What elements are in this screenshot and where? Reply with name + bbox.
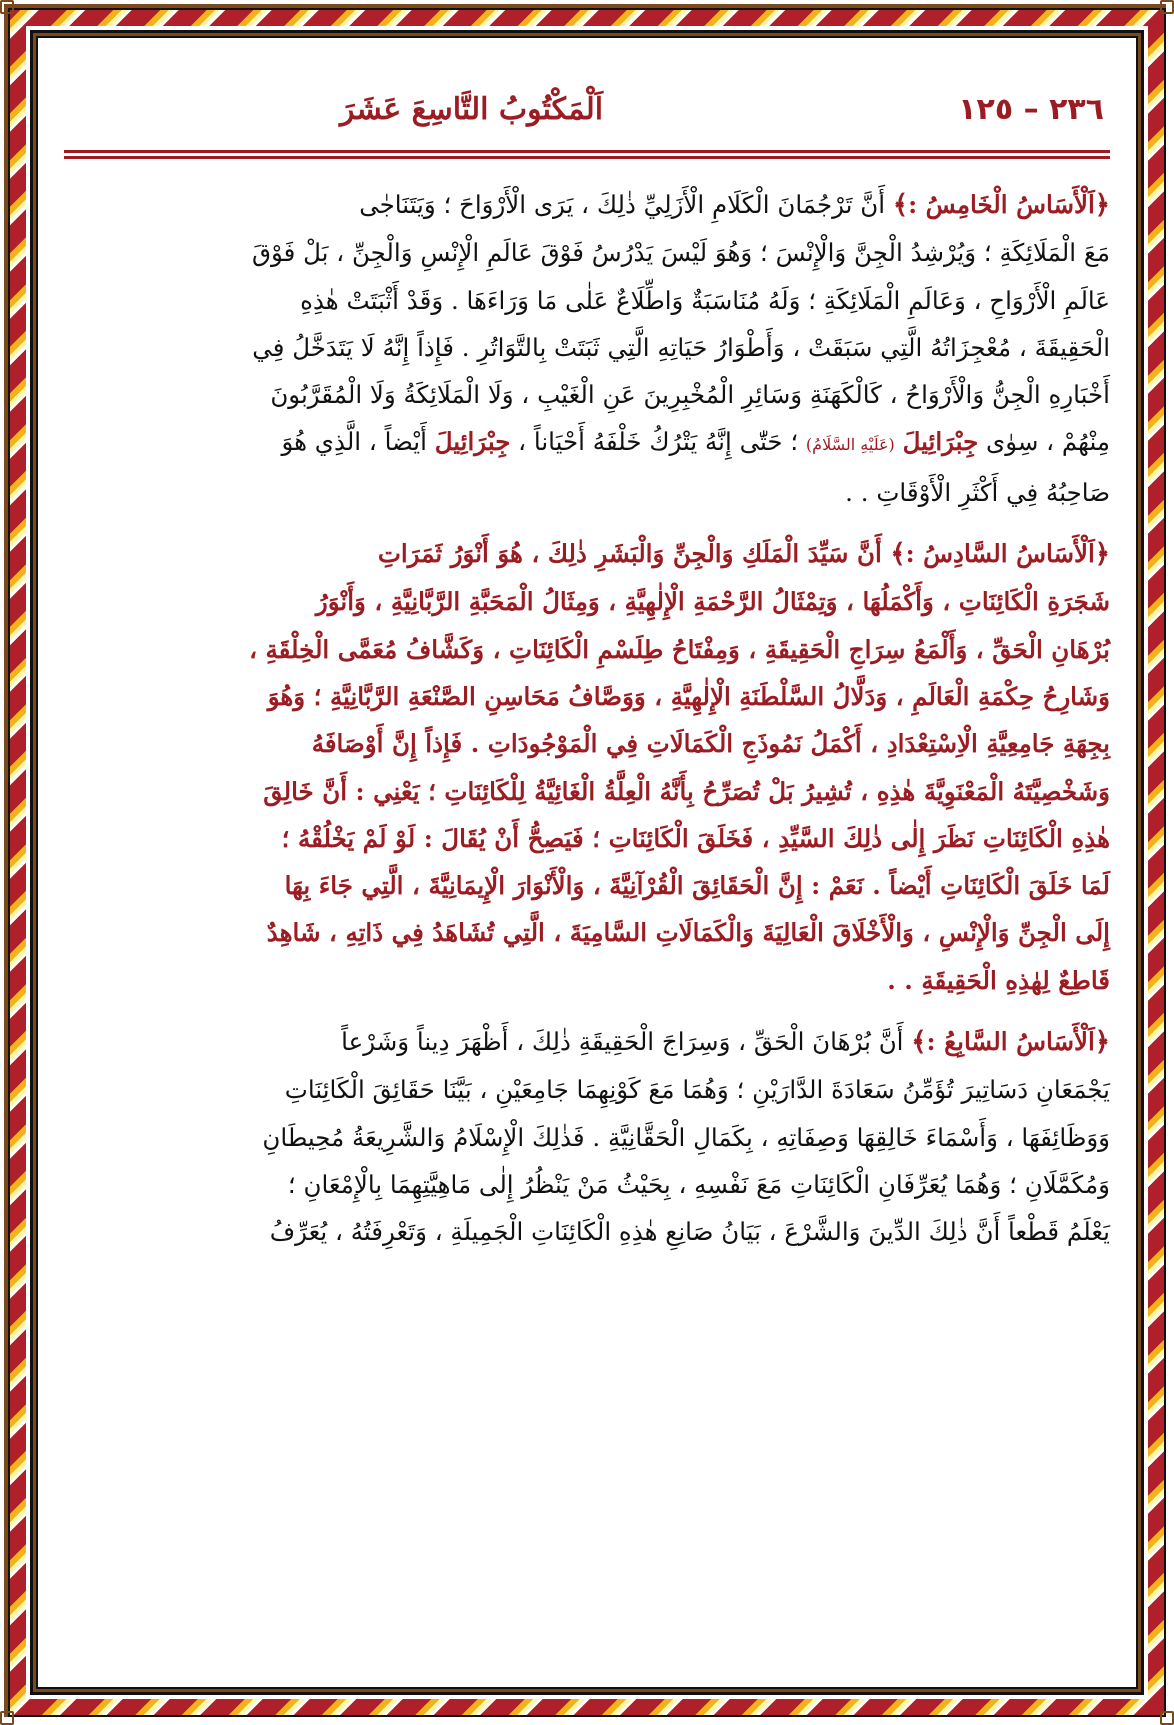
text-line: بُرْهَانِ الْحَقِّ ، وَأَلْمَعُ سِرَاجِ الْحَقِيقَةِ ، وَمِفْتَاحُ طِلَسْمِ الْكَائِنَاتِ ، وَكَشَّافُ مُعَمَّى الْخِلْقَةِ ، [249, 634, 1110, 664]
name-jibril: جِبْرَائِيلَ [902, 427, 979, 457]
header-rule-secondary [64, 156, 1110, 159]
text-line: شَجَرَةِ الْكَائِنَاتِ ، وَأَكْمَلُهَا ، وَتِمْثَالُ الرَّحْمَةِ الْإِلٰهِيَّةِ ، وَمِثَالُ الْمَحَبَّةِ الرَّبَّانِيَّةِ ، وَأَنْوَرُ [315, 587, 1110, 617]
line-text: أَنَّ سَيِّدَ الْمَلَكِ وَالْجِنِّ وَالْبَشَرِ ذٰلِكَ ، هُوَ أَنْوَرُ ثَمَرَاتِ [377, 539, 882, 569]
text-line: بِجِهَةِ جَامِعِيَّةِ الْاِسْتِعْدَادِ ، أَكْمَلُ نَمُوذَجِ الْكَمَالَاتِ فِي الْمَوْجُودَاتِ . فَإِذاً إِنَّ أَوْصَافَهُ [311, 729, 1110, 759]
page-range: ٢٣٦ – ١٢٥ [958, 91, 1104, 127]
ornament-close-icon: ﴾ [911, 1027, 927, 1058]
letter-title: اَلْمَكْتُوبُ التَّاسِعَ عَشَرَ [340, 91, 604, 127]
text-line [64, 181, 1110, 229]
text-line: يَجْمَعَانِ دَسَاتِيرَ تُؤَمِّنُ سَعَادَةَ الدَّارَيْنِ ؛ وَهُمَا مَعَ كَوْنِهِمَا جَامِعَيْنِ ، بَيَّنَا حَقَائِقَ الْكَائِنَاتِ [284, 1075, 1110, 1105]
text-line [64, 418, 1110, 468]
section-sixth-basis [64, 530, 1110, 1004]
text-line: عَالَمِ الْأَرْوَاحِ ، وَعَالَمِ الْمَلَائِكَةِ ؛ وَلَهُ مُنَاسَبَةٌ وَاطِّلَاعٌ عَلٰى مَا وَرَاءَهَا . وَقَدْ أَثْبَتَتْ هٰذِهِ [300, 285, 1110, 315]
text-line: إِلَى الْجِنِّ وَالْإِنْسِ ، وَالْأَخْلَاقَ الْعَالِيَةَ وَالْكَمَالَاتِ السَّامِيَةَ ، الَّتِي تُشَاهَدُ فِي ذَاتِهِ ، شَاهِدٌ [266, 918, 1110, 948]
line-text: أَيْضاً ، الَّذِي هُوَ [281, 427, 427, 457]
text-content [64, 181, 1110, 1256]
section-fifth-basis [64, 181, 1110, 516]
salutation-glyph: (عَلَيْهِ السَّلَامُ) [805, 435, 895, 455]
header-rule [64, 150, 1110, 153]
text-line: قَاطِعٌ لِهٰذِهِ الْحَقِيقَةِ . . [887, 965, 1110, 995]
text-line: يَعْلَمُ قَطْعاً أَنَّ ذٰلِكَ الدِّينَ وَالشَّرْعَ ، بَيَانُ صَانِعِ هٰذِهِ الْكَائِنَاتِ الْجَمِيلَةِ ، وَتَعْرِفَتُهُ ، يُعَرِّفُ [269, 1217, 1110, 1247]
section-heading: اَلْأَسَاسُ السَّابِعُ : [926, 1027, 1095, 1057]
ornament-open-icon: ﴿ [1094, 539, 1110, 570]
text-line [64, 1018, 1110, 1066]
ornament-open-icon: ﴿ [1094, 190, 1110, 220]
section-seventh-basis [64, 1018, 1110, 1255]
page-body [64, 70, 1110, 1655]
text-line: وَمُكَمَّلَانِ ؛ وَهُمَا يُعَرِّفَانِ الْكَائِنَاتِ مَعَ نَفْسِهِ ، بِحَيْثُ مَنْ يَنْظُرُ إِلٰى مَاهِيَّتِهِمَا بِالْإِمْعَانِ ؛ [287, 1169, 1110, 1199]
ornament-close-icon: ﴾ [890, 539, 906, 570]
text-line: الْحَقِيقَةَ ، مُعْجِزَاتُهُ الَّتِي سَبَقَتْ ، وَأَطْوَارُ حَيَاتِهِ الَّتِي ثَبَتَتْ بِالتَّوَاتُرِ . فَإِذاً إِنَّهُ لَا يَتَدَخَّلُ فِي [252, 332, 1110, 362]
ornament-close-icon: ﴾ [892, 190, 909, 220]
line-text: أَنَّ بُرْهَانَ الْحَقِّ ، وَسِرَاجَ الْحَقِيقَةِ ذٰلِكَ ، أَظْهَرَ دِيناً وَشَرْعاً [341, 1027, 904, 1057]
corner-ornament-bottom-right [1160, 1711, 1174, 1725]
text-line: لَمَا خَلَقَ الْكَائِنَاتِ أَيْضاً . نَعَمْ : إِنَّ الْحَقَائِقَ الْقُرْآنِيَّةَ ، وَالْأَنْوَارَ الْإِيمَانِيَّةَ ، الَّتِي جَاءَ بِهَا [284, 871, 1110, 901]
name-jibril: جِبْرَائِيلَ [434, 427, 511, 457]
text-line: أَخْبَارِهِ الْجِنُّ وَالْأَرْوَاحُ ، كَالْكَهَنَةِ وَسَائِرِ الْمُخْبِرِينَ عَنِ الْغَيْبِ ، وَلَا الْمَلَائِكَةُ وَلَا الْمُقَرَّبُونَ [270, 380, 1110, 410]
section-heading: اَلْأَسَاسُ الْخَامِسُ : [908, 190, 1095, 219]
text-line: وَشَخْصِيَّتَهُ الْمَعْنَوِيَّةَ هٰذِهِ ، تُشِيرُ بَلْ تُصَرِّحُ بِأَنَّهُ الْعِلَّةُ الْغَائِيَّةُ لِلْكَائِنَاتِ ؛ يَعْنِي : أَنَّ خَالِقَ [263, 776, 1110, 806]
page-header [64, 70, 1110, 148]
text-line: هٰذِهِ الْكَائِنَاتِ نَظَرَ إِلٰى ذٰلِكَ السَّيِّدِ ، فَخَلَقَ الْكَائِنَاتِ ؛ فَيَصِحُّ أَنْ يُقَالَ : لَوْ لَمْ يَخْلُقْهُ ؛ [281, 823, 1110, 853]
line-text: أَنَّ تَرْجُمَانَ الْكَلَامِ الْأَزَلِيِّ ذٰلِكَ ، يَرَى الْأَرْوَاحَ ؛ وَيَتَنَاجٰى [359, 190, 886, 219]
ornament-open-icon: ﴿ [1094, 1027, 1110, 1058]
text-line: وَشَارِحُ حِكْمَةِ الْعَالَمِ ، وَدَلَّالُ السَّلْطَنَةِ الْإِلٰهِيَّةِ ، وَوَصَّافُ مَحَاسِنِ الصَّنْعَةِ الرَّبَّانِيَّةِ ؛ وَهُوَ [267, 681, 1110, 711]
text-line: مَعَ الْمَلَائِكَةِ ؛ وَيُرْشِدُ الْجِنَّ وَالْإِنْسَ ؛ وَهُوَ لَيْسَ يَدْرُسُ فَوْقَ عَالَمِ الْإِنْسِ وَالْجِنِّ ، بَلْ فَوْقَ [251, 238, 1110, 268]
section-heading: اَلْأَسَاسُ السَّادِسُ : [905, 539, 1095, 569]
text-line: وَوَظَائِفَهَا ، وَأَسْمَاءَ خَالِقِهَا وَصِفَاتِهِ ، بِكَمَالِ الْحَقَّانِيَّةِ . فَذٰلِكَ الْإِسْلَامُ وَالشَّرِيعَةُ مُحِيطَانِ [262, 1122, 1110, 1152]
corner-ornament-top-left [0, 0, 14, 14]
corner-ornament-bottom-left [0, 1711, 14, 1725]
text-line: صَاحِبُهُ فِي أَكْثَرِ الْأَوْقَاتِ . . [845, 477, 1110, 507]
line-text: مِنْهُمْ ، سِوٰى [986, 427, 1110, 457]
line-text: ؛ حَتّٰى إِنَّهُ يَتْرُكُ خَلْفَهُ أَحْيَاناً ، [518, 427, 799, 457]
corner-ornament-top-right [1160, 0, 1174, 14]
text-line [64, 530, 1110, 578]
